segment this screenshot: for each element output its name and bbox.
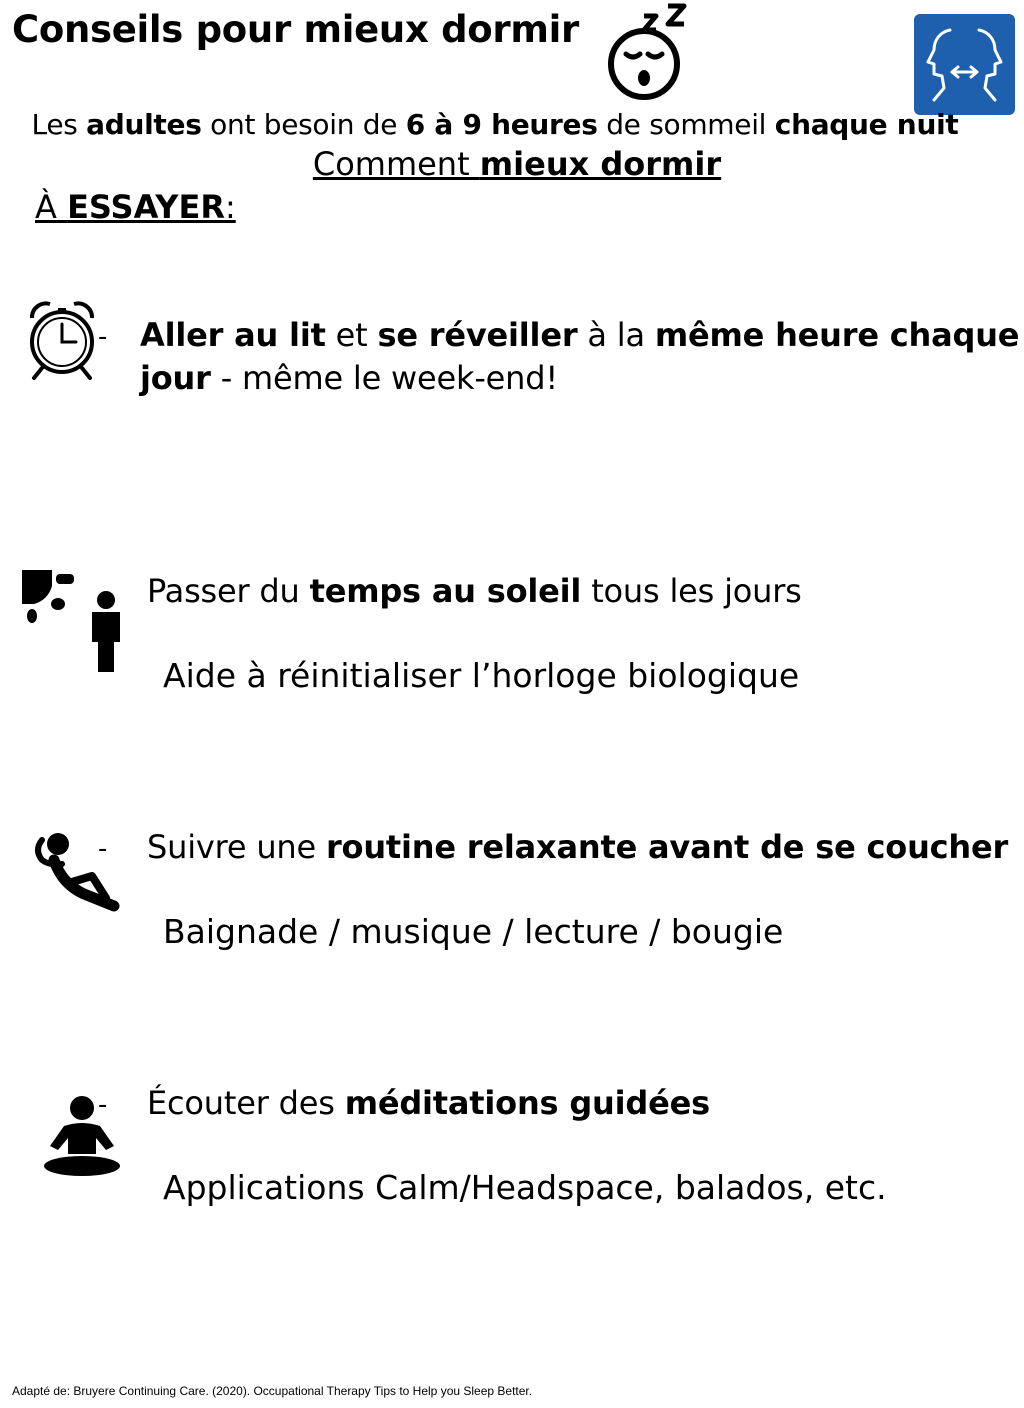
meditation-icon [42, 1094, 122, 1180]
tip-dash: - [98, 834, 108, 864]
source-citation: Adapté de: Bruyere Continuing Care. (2020). Occupational Therapy Tips to Help you Sleep Better. [12, 1384, 533, 1398]
subheading: Comment mieux dormir [312, 145, 722, 183]
tip-dash: - [98, 322, 108, 352]
relaxing-person-icon [32, 830, 122, 915]
alarm-clock-icon [18, 296, 108, 386]
tip-3-text: Suivre une routine relaxante avant de se coucher [147, 828, 1009, 866]
sleeping-face-icon [604, 2, 694, 106]
tip-dash: - [98, 1090, 108, 1120]
try-label: À ESSAYER: [35, 188, 236, 226]
page-title: Conseils pour mieux dormir [12, 8, 579, 51]
tip-2-text: Passer du temps au soleil tous les jours [147, 572, 802, 610]
communication-faces-logo-icon [914, 14, 1015, 115]
tip-2-detail: Aide à réinitialiser l’horloge biologique [163, 656, 800, 695]
intro-text: Les adultes ont besoin de 6 à 9 heures de sommeil chaque nuit [31, 108, 959, 141]
sun-person-icon [18, 566, 128, 676]
tip-3-detail: Baignade / musique / lecture / bougie [163, 912, 784, 951]
tip-4-text: Écouter des méditations guidées [147, 1084, 710, 1122]
tip-4-detail: Applications Calm/Headspace, balados, etc. [163, 1168, 887, 1207]
tip-1-text: Aller au lit et se réveiller à la même heure chaque jour - même le week-end! [140, 316, 1020, 397]
